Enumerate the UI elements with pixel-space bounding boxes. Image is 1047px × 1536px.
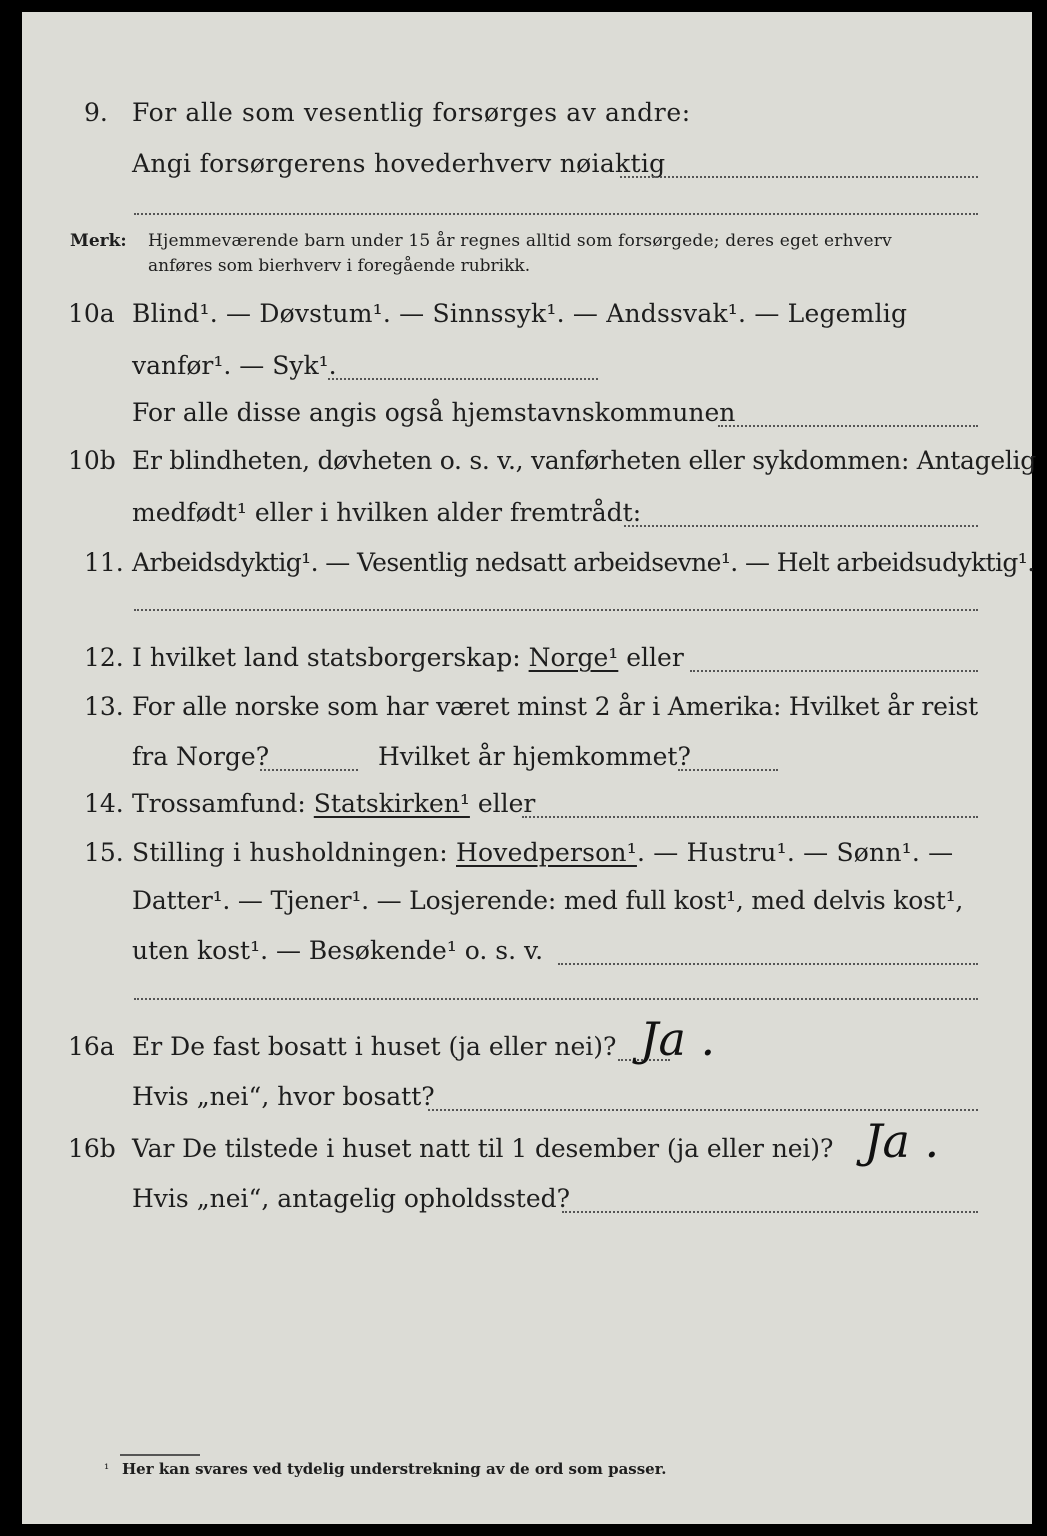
footnote-rule [120,1454,200,1456]
merk-label: Merk: [70,231,127,251]
q16a-line1: Er De fast bosatt i huset (ja eller nei)? [132,1032,617,1061]
q16b-line1: Var De tilstede i huset natt til 1 desember (ja eller nei)? [132,1134,834,1163]
q9-separator [134,213,978,215]
q12-number: 12. [84,643,124,672]
q10a-line3: For alle disse angis også hjemstavnskommunen [132,398,736,427]
q10a-line1: Blind¹. — Døvstum¹. — Sinnssyk¹. — Andssvak¹. — Legemlig [132,299,908,328]
q11-line1: Arbeidsdyktig¹. — Vesentlig nedsatt arbeidsevne¹. — Helt arbeidsudyktig¹. [132,548,1035,577]
q10a-hjemstavn-line [718,425,978,427]
q15-line3: uten kost¹. — Besøkende¹ o. s. v. [132,936,544,965]
q16a-handwritten-answer: Ja . [640,1012,716,1066]
q16b-opholdssted-line [562,1211,978,1213]
q10a-number: 10a [68,299,115,328]
q16a-line2: Hvis „nei“, hvor bosatt? [132,1082,435,1111]
q10b-answer-line [624,525,978,527]
q13-line1: For alle norske som har været minst 2 år i Amerika: Hvilket år reist [132,692,979,721]
q9-line1: For alle som vesentlig forsørges av andre: [132,98,691,127]
q15-separator [134,998,978,1000]
q16a-bosatt-line [428,1109,978,1111]
q13-reist-line [260,769,358,771]
q15-line2: Datter¹. — Tjener¹. — Losjerende: med full kost¹, med delvis kost¹, [132,886,964,915]
q15-text: Stilling i husholdningen: [132,838,456,867]
q10a-syk-line [328,378,598,380]
q9-answer-line [620,176,978,178]
q9-number: 9. [84,98,108,127]
q10a-line2: vanfør¹. — Syk¹. [132,351,337,380]
q13-line2a: fra Norge? [132,742,270,771]
merk-line1: Hjemmeværende barn under 15 år regnes alltid som forsørgede; deres eget erhverv [148,231,892,251]
q15-number: 15. [84,838,124,867]
q14-underlined-answer: Statskirken¹ [313,789,470,818]
census-form-page [22,12,1036,1524]
q9-line2: Angi forsørgerens hovederhverv nøiaktig [132,149,666,178]
q12-line [132,643,684,673]
q16b-line2: Hvis „nei“, antagelig opholdssted? [132,1184,571,1213]
q12-answer-line [690,670,978,672]
q13-number: 13. [84,692,124,721]
q13-hjemkommet-line [678,769,778,771]
q14-text-tail: eller [469,789,536,818]
q15-underlined-answer: Hovedperson¹ [456,838,637,867]
q15-text-tail: . — Hustru¹. — Sønn¹. — [636,838,954,867]
q16b-handwritten-answer: Ja . [864,1114,940,1168]
q16a-number: 16a [68,1032,115,1061]
q14-answer-line [522,816,978,818]
q10b-line1: Er blindheten, døvheten o. s. v., vanførheten eller sykdommen: Antagelig [132,446,1036,475]
q16b-number: 16b [68,1134,116,1163]
q15-answer-line [558,963,978,965]
q12-text-tail: eller [618,643,684,672]
q10b-number: 10b [68,446,116,475]
q14-line [132,789,535,819]
q14-text: Trossamfund: [132,789,314,818]
q12-text: I hvilket land statsborgerskap: [132,643,529,672]
merk-line2: anføres som bierhverv i foregående rubrikk. [148,256,531,276]
q10b-line2: medfødt¹ eller i hvilken alder fremtrådt: [132,498,642,527]
q11-separator [134,609,978,611]
q14-number: 14. [84,789,124,818]
footnote-mark: ¹ [104,1462,110,1477]
footnote-text: Her kan svares ved tydelig understrekning av de ord som passer. [122,1460,667,1478]
q15-line1 [132,838,953,868]
q12-underlined-answer: Norge¹ [528,643,619,672]
q11-number: 11. [84,548,124,577]
q13-line2b: Hvilket år hjemkommet? [378,742,691,771]
